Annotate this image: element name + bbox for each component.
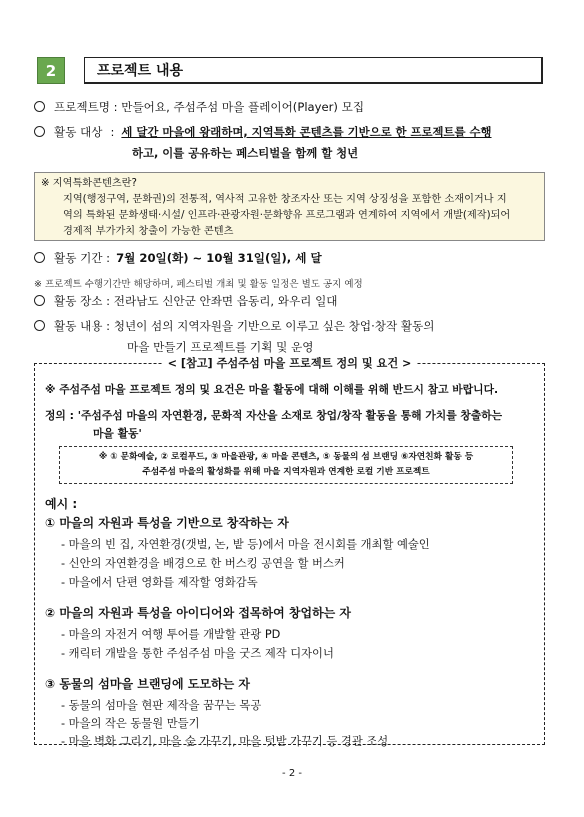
reference-box (34, 357, 545, 748)
example-3-item: - 동물의 섬마을 현판 제작을 꿈꾸는 목공 (61, 699, 262, 712)
content-line-2: 마을 만들기 프로젝트를 기획 및 운영 (127, 340, 314, 354)
example-1-item: - 마을에서 단편 영화를 제작할 영화감독 (61, 576, 258, 589)
target-line-2: 하고, 이를 공유하는 페스티벌을 함께 할 청년 (132, 146, 359, 160)
project-name-text: 프로젝트명 : 만들어요, 주섬주섬 마을 플레이어(Player) 모집 (54, 100, 365, 114)
definition-line-2: 역의 특화된 문화생태·시설/ 인프라·관광자원·문화향유 프로그램과 연계하여 지역에서 개발(제작)되어 (63, 210, 511, 221)
example-2-title: ② 마을의 자원과 특성을 아이디어와 접목하여 창업하는 자 (45, 606, 352, 620)
circle-bullet-icon (34, 101, 45, 112)
page-number: - 2 - (282, 768, 302, 779)
section-title: 프로젝트 내용 (84, 57, 543, 84)
content-line-1: 활동 내용 : 청년이 섬의 지역자원을 기반으로 이루고 싶은 창업·창작 활동의 (54, 319, 435, 333)
item-period (34, 250, 322, 266)
examples-label: 예시 : (45, 497, 78, 511)
definition-statement-line-2: 마을 활동' (93, 427, 142, 440)
example-2-item: - 마을의 자전거 여행 투어를 개발할 관광 PD (61, 628, 281, 641)
definition-line-3: 경제적 부가가치 창출이 가능한 콘텐츠 (63, 226, 234, 237)
definition-title: ※ 지역특화콘텐츠란? (41, 178, 137, 189)
period-note: ※ 프로젝트 수행기간만 해당하며, 페스티벌 개최 및 활동 일정은 별도 공지 예정 (34, 279, 363, 290)
item-place (34, 293, 337, 309)
section-number-badge: 2 (37, 57, 65, 84)
circle-bullet-icon (34, 252, 45, 263)
example-3-item: - 마을 벽화 그리기, 마을 숲 가꾸기, 마을 텃밭 가꾸기 등 경관 조성 (61, 735, 389, 748)
target-line-1: 세 달간 마을에 왕래하며, 지역특화 콘텐츠를 기반으로 한 프로젝트를 수행 (121, 125, 492, 139)
example-3-item: - 마을의 작은 동물원 만들기 (61, 717, 200, 730)
place-text: 활동 장소 : 전라남도 신안군 안좌면 읍동리, 와우리 일대 (54, 294, 338, 308)
definition-statement-line-1: 정의 : '주섬주섬 마을의 자연환경, 문화적 자산을 소재로 창업/창작 활동을 통해 가치를 창출하는 (45, 409, 503, 422)
example-1-item: - 마을의 빈 집, 자연환경(갯벌, 논, 밭 등)에서 마을 전시회를 개최할 예술인 (61, 538, 430, 551)
item-project-name (34, 99, 364, 115)
reference-notice: ※ 주섬주섬 마을 프로젝트 정의 및 요건은 마을 활동에 대해 이해를 위해 반드시 참고 바랍니다. (45, 383, 499, 396)
definition-box (34, 172, 545, 241)
example-3-title: ③ 동물의 섬마을 브랜딩에 도모하는 자 (45, 677, 250, 691)
example-1-title: ① 마을의 자원과 특성을 기반으로 창작하는 자 (45, 516, 289, 530)
circle-bullet-icon (34, 295, 45, 306)
target-colon: : (110, 125, 115, 139)
category-line-1: ※ ① 문화예술, ② 로컬푸드, ③ 마을관광, ④ 마을 콘텐츠, ⑤ 동물의 섬 브랜딩 ⑥자연친화 활동 등 (98, 452, 474, 462)
example-2-item: - 캐릭터 개발을 통한 주섬주섬 마을 굿즈 제작 디자이너 (61, 647, 334, 660)
reference-title: < [참고] 주섬주섬 마을 프로젝트 정의 및 요건 > (35, 355, 544, 371)
circle-bullet-icon (34, 126, 45, 137)
circle-bullet-icon (34, 320, 45, 331)
definition-line-1: 지역(행정구역, 문화권)의 전통적, 역사적 고유한 창조자산 또는 지역 상징성을 포함한 소재이거나 지 (63, 194, 507, 205)
period-value: 7월 20일(화) ~ 10월 31일(일), 세 달 (116, 251, 322, 265)
period-label: 활동 기간 : (54, 251, 111, 265)
category-line-2: 주섬주섬 마을의 활성화를 위해 마을 지역자원과 연계한 로컬 기반 프로젝트 (142, 467, 430, 477)
category-box (59, 446, 513, 484)
target-label: 활동 대상 (54, 125, 103, 139)
item-target (34, 124, 492, 140)
example-1-item: - 신안의 자연환경을 배경으로 한 버스킹 공연을 할 버스커 (61, 557, 345, 570)
item-content (34, 318, 434, 334)
